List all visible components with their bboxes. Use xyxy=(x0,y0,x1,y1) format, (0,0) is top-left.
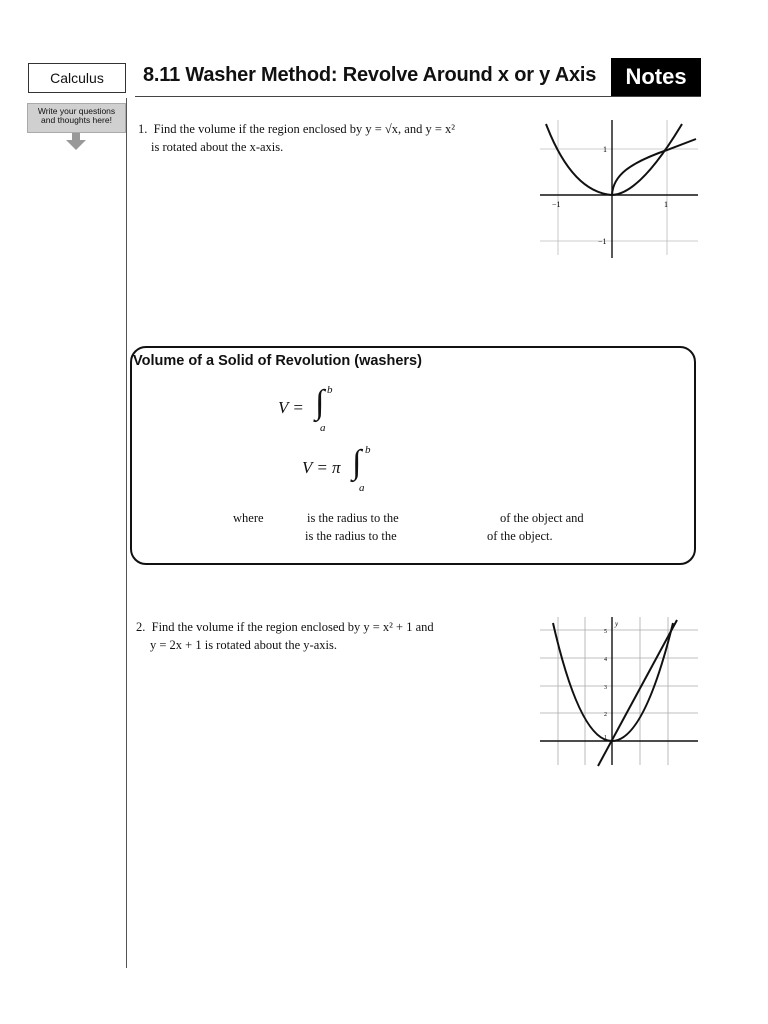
page-title: 8.11 Washer Method: Revolve Around x or y Axis xyxy=(143,64,597,86)
problem-2-number: 2. xyxy=(136,620,146,634)
margin-hint-box xyxy=(27,103,126,133)
formula-2-lhs: V = π xyxy=(302,458,341,477)
formula-1-lower: a xyxy=(320,422,326,434)
problem-2 xyxy=(136,618,536,654)
title-divider xyxy=(135,96,701,97)
formula-1-upper: b xyxy=(327,384,333,396)
radius-2-text: is the radius to the xyxy=(305,529,397,543)
graph1-y-tick-neg1: −1 xyxy=(598,237,607,246)
problem-1 xyxy=(138,120,538,156)
problem-2-graph xyxy=(540,617,700,767)
formula-1 xyxy=(278,398,304,418)
problem-2-line-2: y = 2x + 1 is rotated about the y-axis. xyxy=(150,638,337,652)
hint-line-1: Write your questions xyxy=(37,106,116,116)
problem-1-number: 1. xyxy=(138,122,148,136)
radius-1-text: is the radius to the xyxy=(307,511,399,525)
formula-2-upper: b xyxy=(365,444,371,456)
hint-line-2: and thoughts here! xyxy=(41,115,112,125)
subject-label: Calculus xyxy=(28,63,126,93)
radius-1-end: of the object and xyxy=(500,511,584,525)
problem-1-line-1: Find the volume if the region enclosed by y = √x, and y = x² xyxy=(153,122,456,136)
arrow-down-icon xyxy=(65,133,87,151)
graph2-y-axis-label: y xyxy=(615,620,619,628)
radius-2-end: of the object. xyxy=(487,529,553,543)
formula-2-lower: a xyxy=(359,482,365,494)
graph2-y-tick-4: 4 xyxy=(604,657,607,663)
problem-1-graph xyxy=(540,120,700,260)
definition-box xyxy=(130,346,696,565)
graph1-x-tick-neg1: −1 xyxy=(552,200,561,209)
where-label: where xyxy=(233,511,264,525)
graph2-y-tick-2: 2 xyxy=(604,712,607,718)
integral-sign-icon: ∫ xyxy=(352,444,362,481)
graph2-y-tick-5: 5 xyxy=(604,629,607,635)
integral-sign-icon: ∫ xyxy=(315,384,325,421)
graph1-y-tick-1: 1 xyxy=(603,145,607,154)
problem-1-line-2: is rotated about the x-axis. xyxy=(151,140,284,154)
graph1-x-tick-1: 1 xyxy=(664,200,668,209)
formula-1-lhs: V = xyxy=(278,398,304,417)
notes-badge: Notes xyxy=(611,58,701,96)
definition-title: Volume of a Solid of Revolution (washers) xyxy=(133,353,422,369)
formula-2 xyxy=(302,458,341,478)
margin-line xyxy=(126,98,127,968)
graph2-y-tick-3: 3 xyxy=(604,685,607,691)
graph2-y-tick-1: 1 xyxy=(604,735,607,741)
problem-2-line-1: Find the volume if the region enclosed by y = x² + 1 and xyxy=(151,620,434,634)
